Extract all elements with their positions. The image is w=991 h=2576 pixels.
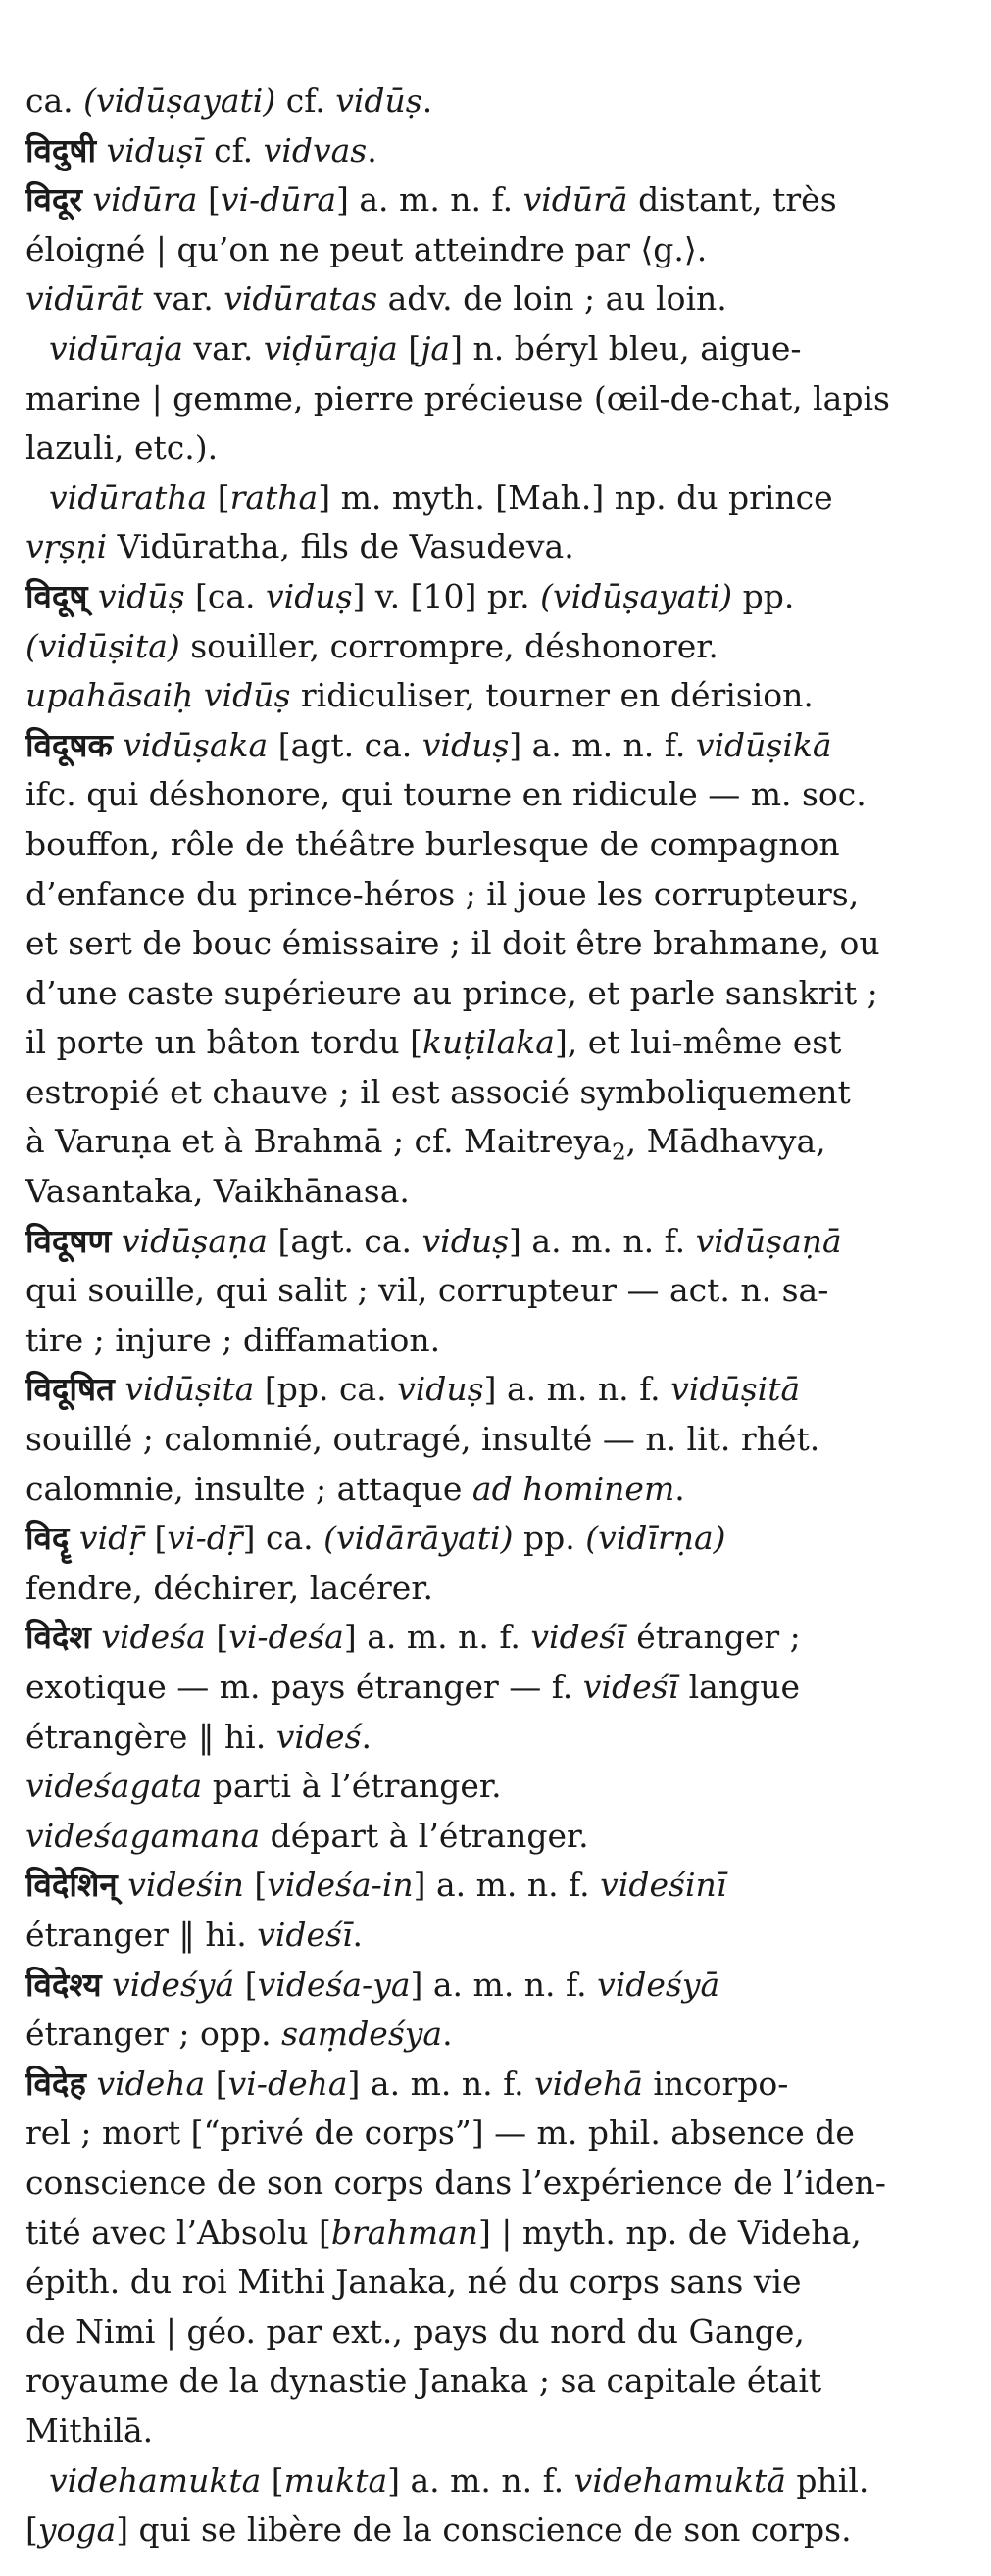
italic-text: videśinī <box>600 1866 727 1905</box>
entry-text: estropié et chauve ; il est associé symboliquement <box>25 1072 851 1111</box>
entry-text: souillé ; calomnié, outragé, insulté — n. lit. rhét. <box>25 1420 820 1459</box>
entry-line <box>25 1415 948 1465</box>
dictionary-entry-vidura <box>25 175 948 274</box>
entry-line <box>25 671 948 721</box>
entry-line <box>25 1167 948 1217</box>
italic-text: yoga <box>37 2510 117 2550</box>
italic-text: vṛṣṇi <box>25 527 108 566</box>
entry-text: adv. de loin ; au loin. <box>377 279 727 318</box>
dictionary-entry-vidusana <box>25 1217 948 1366</box>
entry-text <box>69 1519 79 1557</box>
entry-text <box>113 726 124 764</box>
italic-text: ad hominem <box>471 1469 675 1508</box>
entry-text: ] a. m. n. f. <box>387 2460 574 2500</box>
italic-text: (vidūṣayati) <box>540 576 733 615</box>
italic-text: (vidūṣayati) <box>83 81 276 120</box>
entry-line <box>25 1365 948 1415</box>
entry-text: [ <box>207 477 230 516</box>
entry-text: ifc. qui déshonore, qui tourne en ridicule — m. soc. <box>25 775 867 814</box>
dictionary-entry-viduratha <box>25 473 948 572</box>
entry-text: fendre, déchirer, lacérer. <box>25 1568 433 1607</box>
entry-text: d’une caste supérieure au prince, et parle sanskrit ; <box>25 973 878 1012</box>
entry-text: [ <box>397 328 421 367</box>
entry-text <box>96 131 107 170</box>
entry-line <box>25 1266 948 1316</box>
entry-text: de Nimi | géo. par ext., pays du nord du Gange, <box>25 2311 805 2351</box>
entry-line <box>25 1713 948 1763</box>
entry-text: [pp. ca. <box>254 1370 398 1409</box>
entry-text: bouffon, rôle de théâtre burlesque de compagnon <box>25 824 840 863</box>
entry-text: ca. <box>25 81 84 120</box>
entry-text: [agt. ca. <box>267 1221 422 1260</box>
entry-text: ridiculiser, tourner en dérision. <box>290 676 814 715</box>
entry-text: ] a. m. n. f. <box>483 1370 671 1409</box>
entry-text: [ <box>25 2510 38 2550</box>
dictionary-entry-videsa <box>25 1613 948 1762</box>
devanagari-headword: विदूर <box>25 180 82 219</box>
entry-text: ] a. m. n. f. <box>410 1965 598 2004</box>
entry-text: souiller, corrompre, déshonorer. <box>179 626 718 665</box>
entry-text: ] a. m. n. f. <box>509 1221 696 1260</box>
entry-line <box>25 324 948 374</box>
entry-text <box>86 2065 97 2103</box>
entry-text: cf. <box>203 130 264 170</box>
devanagari-headword: विदॄ <box>25 1519 70 1558</box>
entry-text: langue <box>678 1668 801 1706</box>
entry-text: à Varuṇa et à Brahmā ; cf. Maitreya <box>25 1122 612 1161</box>
entry-text: incorpo- <box>642 2064 789 2103</box>
entry-text: [ <box>144 1519 168 1558</box>
italic-text: vidūratha <box>49 477 208 516</box>
italic-text: viduṣ <box>421 1221 510 1260</box>
italic-text: viduṣ <box>266 576 353 615</box>
dictionary-entry-upahasaih <box>25 671 948 721</box>
entry-line <box>25 1018 948 1068</box>
entry-text <box>115 1370 125 1408</box>
entry-text: ] v. [10] pr. <box>352 576 541 615</box>
entry-text <box>111 1222 122 1260</box>
entry-text: qui souille, qui salit ; vil, corrupteur — act. n. sa- <box>25 1271 829 1310</box>
entry-text <box>118 1866 128 1904</box>
dictionary-entry-videsin <box>25 1861 948 1960</box>
entry-line <box>25 2456 948 2506</box>
entry-line <box>25 1812 948 1862</box>
italic-text: videśagamana <box>25 1816 261 1855</box>
entry-line <box>25 1762 948 1812</box>
entry-text: ], et lui-même est <box>554 1023 842 1062</box>
italic-text: vidūṣita <box>124 1370 255 1409</box>
dictionary-entry-vidusi <box>25 126 948 176</box>
italic-text: kuṭilaka <box>421 1023 555 1062</box>
entry-line <box>25 572 948 622</box>
entry-line <box>25 1961 948 2011</box>
italic-text: vidūrā <box>522 180 628 219</box>
entry-line <box>25 2406 948 2456</box>
italic-text: vi-deśa <box>228 1618 344 1657</box>
entry-text: ] n. béryl bleu, aigue- <box>450 328 802 367</box>
entry-text: . <box>442 2015 453 2054</box>
entry-line <box>25 721 948 771</box>
dictionary-entry-vidus <box>25 572 948 671</box>
entry-line <box>25 1068 948 1118</box>
entry-text: [agt. ca. <box>268 725 422 764</box>
dictionary-entry-videsya <box>25 1961 948 2060</box>
italic-text: vidūratas <box>223 279 378 318</box>
entry-text: rel ; mort [“privé de corps”] — m. phil. absence de <box>25 2114 855 2153</box>
italic-text: vidūṣ <box>98 576 185 615</box>
entry-line <box>25 76 948 126</box>
entry-line <box>25 1861 948 1911</box>
entry-text: distant, très <box>627 180 837 219</box>
devanagari-headword: विदेशिन् <box>25 1866 118 1905</box>
entry-text: il porte un bâton tordu [ <box>25 1023 422 1062</box>
entry-line <box>25 2357 948 2406</box>
devanagari-headword: विदूषित <box>25 1370 115 1409</box>
entry-line <box>25 1316 948 1366</box>
italic-text: upahāsaiḥ vidūṣ <box>25 676 291 715</box>
entry-line <box>25 2505 948 2555</box>
devanagari-headword: विदेश <box>25 1618 91 1657</box>
dictionary-entry-vidusita <box>25 1365 948 1514</box>
entry-text: . <box>361 1717 372 1756</box>
entry-line <box>25 522 948 572</box>
devanagari-headword: विदूष् <box>25 576 88 615</box>
entry-line <box>25 225 948 275</box>
subscript-index: 2 <box>611 1141 626 1167</box>
entry-text: . <box>674 1469 685 1508</box>
italic-text: vi-dūra <box>220 180 337 219</box>
entry-line <box>25 622 948 672</box>
italic-text: vidūṣikā <box>695 725 832 764</box>
entry-text: d’enfance du prince-héros ; il joue les corrupteurs, <box>25 874 860 913</box>
entry-text: Vidūratha, fils de Vasudeva. <box>107 527 574 566</box>
italic-text: videhamukta <box>49 2460 262 2500</box>
entry-text: Mithilā. <box>25 2410 154 2450</box>
entry-line <box>25 175 948 225</box>
entry-text: phil. <box>785 2460 869 2500</box>
italic-text: videśa-in <box>267 1866 414 1905</box>
entry-text: et sert de bouc émissaire ; il doit être brahmane, ou <box>25 924 880 963</box>
italic-text: vidūṣaka <box>123 725 269 764</box>
entry-text: [ <box>261 2460 284 2500</box>
entry-line <box>25 2010 948 2060</box>
entry-line <box>25 820 948 870</box>
entry-line <box>25 1911 948 1961</box>
entry-text: , Mādhavya, <box>625 1122 826 1161</box>
italic-text: viduṣ <box>421 725 510 764</box>
entry-text: cf. <box>275 81 336 120</box>
entry-line <box>25 274 948 324</box>
devanagari-headword: विदेश्य <box>25 1965 102 2004</box>
italic-text: videśyá <box>112 1965 235 2004</box>
italic-text: videśī <box>257 1915 353 1954</box>
entry-text: lazuli, etc.). <box>25 428 219 467</box>
italic-text: vi-dṝ <box>167 1519 243 1558</box>
italic-text: videśa-ya <box>257 1965 411 2004</box>
entry-text <box>88 577 99 615</box>
entry-line <box>25 1117 948 1167</box>
entry-text: ] a. m. n. f. <box>343 1618 531 1657</box>
entry-text: épith. du roi Mithi Janaka, né du corps sans vie <box>25 2262 802 2302</box>
dictionary-entry-vidusayati <box>25 76 948 126</box>
italic-text: videśī <box>530 1618 626 1657</box>
entry-text: parti à l’étranger. <box>202 1767 502 1806</box>
devanagari-headword: विदुषी <box>25 130 97 170</box>
italic-text: vidūraja <box>49 328 183 367</box>
entry-line <box>25 1514 948 1564</box>
italic-text: vidūra <box>92 180 198 219</box>
entry-line <box>25 2209 948 2259</box>
entry-line <box>25 770 948 820</box>
entry-text: tité avec l’Absolu [ <box>25 2212 331 2252</box>
italic-text: vidūrāt <box>25 279 144 318</box>
entry-text <box>102 1966 113 2004</box>
italic-text: videśyā <box>597 1965 720 2004</box>
entry-text: . <box>352 1915 364 1954</box>
entry-line <box>25 2308 948 2357</box>
entry-line <box>25 2258 948 2308</box>
entry-text: ] a. m. n. f. <box>336 180 523 219</box>
entry-line <box>25 1663 948 1713</box>
dictionary-entry-videsagamana <box>25 1812 948 1862</box>
italic-text: brahman <box>330 2212 478 2252</box>
entry-text: . <box>421 81 433 120</box>
italic-text: videśagata <box>25 1767 203 1806</box>
italic-text: vidūṣaṇā <box>695 1221 842 1260</box>
dictionary-entry-videha <box>25 2060 948 2456</box>
entry-text: calomnie, insulte ; attaque <box>25 1469 472 1508</box>
entry-text: éloigné | qu’on ne peut atteindre par ⟨g.⟩. <box>25 229 708 268</box>
italic-text: (vidārāyati) <box>323 1519 514 1558</box>
italic-text: videśa <box>101 1618 206 1657</box>
entry-text: tire ; injure ; diffamation. <box>25 1320 441 1359</box>
dictionary-entry-viduraja <box>25 324 948 473</box>
entry-text: étrangère ‖ hi. <box>25 1717 276 1756</box>
devanagari-headword: विदूषक <box>25 725 113 764</box>
italic-text: vi-deha <box>227 2064 348 2103</box>
italic-text: videśin <box>127 1866 244 1905</box>
entry-text: étranger ; opp. <box>25 2015 282 2054</box>
entry-line <box>25 2109 948 2159</box>
italic-text: viduṣ <box>397 1370 484 1409</box>
dictionary-entry-vidurat <box>25 274 948 324</box>
entry-text: var. <box>143 279 224 318</box>
italic-text: ja <box>421 328 451 367</box>
italic-text: vidūṣaṇa <box>121 1221 268 1260</box>
entry-text: ] a. m. n. f. <box>413 1866 601 1905</box>
entry-line <box>25 969 948 1019</box>
entry-text <box>82 180 93 219</box>
entry-line <box>25 1613 948 1663</box>
entry-text: ] | myth. np. de Videha, <box>477 2212 862 2252</box>
entry-text: royaume de la dynastie Janaka ; sa capitale était <box>25 2361 822 2401</box>
entry-line <box>25 1217 948 1267</box>
entry-text <box>91 1618 102 1656</box>
entry-line <box>25 1564 948 1614</box>
entry-text: [ <box>197 180 221 219</box>
italic-text: (vidūṣita) <box>25 626 180 665</box>
italic-text: mukta <box>283 2460 388 2500</box>
entry-text: . <box>367 130 377 170</box>
italic-text: vidvas <box>263 130 368 170</box>
italic-text: videhamuktā <box>573 2460 786 2500</box>
entry-line <box>25 473 948 523</box>
italic-text: vidṝ <box>78 1519 145 1558</box>
italic-text: vidūṣitā <box>670 1370 801 1409</box>
entry-line <box>25 423 948 473</box>
entry-text: étranger ‖ hi. <box>25 1915 258 1954</box>
entry-text: [ <box>234 1965 258 2004</box>
entry-text: Vasantaka, Vaikhānasa. <box>25 1172 410 1211</box>
entry-line <box>25 2159 948 2209</box>
entry-text: départ à l’étranger. <box>260 1816 589 1855</box>
entry-line <box>25 870 948 920</box>
entry-text: exotique — m. pays étranger — f. <box>25 1668 583 1706</box>
entry-text: ] a. m. n. f. <box>509 725 696 764</box>
italic-text: ratha <box>229 477 319 516</box>
entry-text: conscience de son corps dans l’expérience de l’iden- <box>25 2163 886 2202</box>
dictionary-entry-vidusaka <box>25 721 948 1217</box>
entry-text: ] m. myth. [Mah.] np. du prince <box>318 477 833 516</box>
entry-text: [ <box>205 1618 229 1657</box>
entry-text: marine | gemme, pierre précieuse (œil-de-chat, lapis <box>25 378 890 417</box>
entry-line <box>25 2060 948 2110</box>
entry-line <box>25 374 948 424</box>
italic-text: vidūṣ <box>335 81 422 120</box>
italic-text: videha <box>96 2064 206 2103</box>
dictionary-entry-vidr <box>25 1514 948 1613</box>
devanagari-headword: विदूषण <box>25 1221 112 1260</box>
italic-text: viduṣī <box>106 130 204 170</box>
entry-text: ] qui se libère de la conscience de son corps. <box>116 2510 852 2550</box>
italic-text: videhā <box>534 2064 643 2103</box>
devanagari-headword: विदेह <box>25 2064 86 2103</box>
entry-text: [ <box>205 2064 228 2103</box>
italic-text: saṃdeśya <box>281 2015 443 2054</box>
entry-text: [ <box>243 1866 268 1905</box>
entry-text: ] ca. <box>242 1519 324 1558</box>
entry-line <box>25 126 948 176</box>
italic-text: videśī <box>582 1668 679 1706</box>
entry-line <box>25 919 948 969</box>
italic-text: viḍūraja <box>263 328 398 367</box>
italic-text: (vidīrṇa) <box>585 1519 726 1558</box>
dictionary-entry-videsagata <box>25 1762 948 1812</box>
entry-text: var. <box>182 328 264 367</box>
entry-text: étranger ; <box>625 1618 801 1657</box>
dictionary-entry-videhamukta <box>25 2456 948 2555</box>
entry-line <box>25 1465 948 1515</box>
entry-text: pp. <box>732 576 795 615</box>
entry-text: pp. <box>513 1519 586 1558</box>
entry-text: [ca. <box>184 576 267 615</box>
entry-text: ] a. m. n. f. <box>347 2064 535 2103</box>
italic-text: videś <box>275 1717 362 1756</box>
